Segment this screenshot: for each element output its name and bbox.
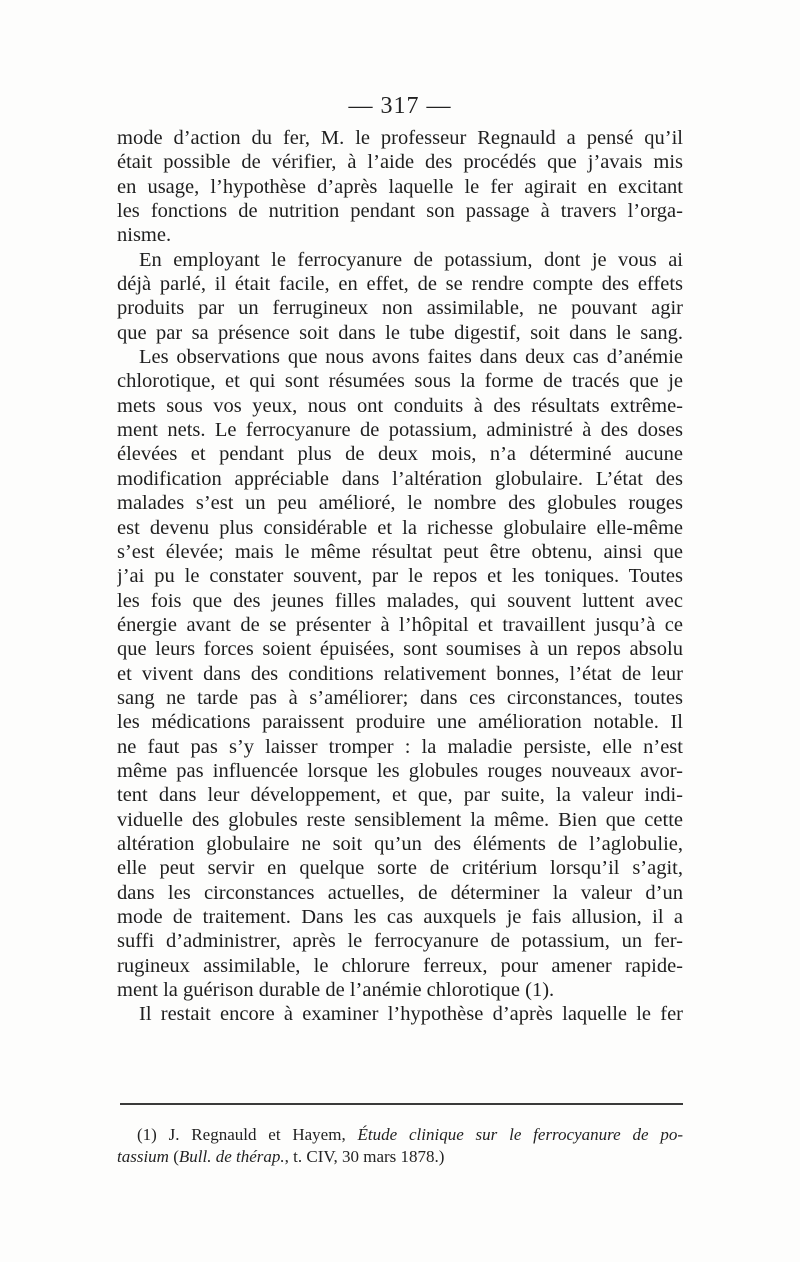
text-line: ne faut pas s’y laisser tromper : la maladie persiste, elle n’est [117,735,683,758]
text-line: Les observations que nous avons faites dans deux cas d’anémie [139,346,683,369]
page-number: — 317 — [348,93,452,119]
text-line: produits par un ferrugineux non assimilable, ne pouvant agir [117,297,683,320]
text-line: tent dans leur développement, et que, par suite, la valeur indi- [117,784,683,807]
text-line: les fois que des jeunes filles malades, qui souvent luttent avec [117,589,683,612]
footnote-title-end: tassium [117,1147,169,1166]
footnote-title: Étude clinique sur le ferrocyanure de po- [357,1125,683,1144]
text-line: les médications paraissent produire une amélioration notable. Il [117,711,683,734]
footnote-paren: ( [173,1147,179,1166]
text-line: en usage, l’hypothèse d’après laquelle le fer agirait en excitant [117,175,683,198]
text-line: était possible de vérifier, à l’aide des procédés que j’avais mis [117,151,683,174]
text-line: élevées et pendant plus de deux mois, n’a déterminé aucune [117,443,683,466]
text-line: dans les circonstances actuelles, de déterminer la valeur d’un [117,881,683,904]
text-line: ment nets. Le ferrocyanure de potassium, administré à des doses [117,419,683,442]
footnote-volume: , t. CIV, 30 mars 1878.) [284,1147,445,1166]
text-line: nisme. [117,224,172,247]
text-line: énergie avant de se présenter à l’hôpital et travaillent jusqu’à ce [117,613,683,636]
footnote-journal: Bull. de thérap. [178,1147,285,1166]
text-line: sang ne tarde pas à s’améliorer; dans ces circonstances, toutes [117,686,683,709]
text-line: que par sa présence soit dans le tube digestif, soit dans le sang. [117,321,683,344]
text-line: j’ai pu le constater souvent, par le repos et les toniques. Toutes [117,565,683,588]
text-line: que leurs forces soient épuisées, sont soumises à un repos absolu [117,638,683,661]
footnote-citation: (1) J. Regnauld et Hayem, [137,1125,346,1144]
text-line: malades s’est un peu amélioré, le nombre des globules rouges [117,492,683,515]
footnote [117,1124,683,1168]
footnote-line [117,1146,683,1168]
text-line: ment la guérison durable de l’anémie chlorotique (1). [117,979,555,1002]
body-text [117,126,683,1027]
text-line: En employant le ferrocyanure de potassium, dont je vous ai [139,248,683,271]
text-line: elle peut servir en quelque sorte de critérium lorsqu’il s’agit, [117,857,683,880]
text-line: modification appréciable dans l’altération globulaire. L’état des [117,467,683,490]
text-line: chlorotique, et qui sont résumées sous la forme de tracés que je [117,370,683,393]
text-line: altération globulaire ne soit qu’un des éléments de l’aglobulie, [117,832,683,855]
text-line: mode de traitement. Dans les cas auxquels je fais allusion, il a [117,906,683,928]
text-line: est devenu plus considérable et la richesse globulaire elle-même [117,516,683,539]
text-line: même pas influencée lorsque les globules rouges nouveaux avor- [117,759,683,782]
text-line: mets sous vos yeux, nous ont conduits à des résultats extrême- [117,394,683,417]
text-line: Il restait encore à examiner l’hypothèse d’après laquelle le fer [139,1003,683,1026]
footnote-line [117,1124,683,1146]
text-line: s’est élevée; mais le même résultat peut être obtenu, ainsi que [117,540,683,563]
text-line: rugineux assimilable, le chlorure ferreux, pour amener rapide- [117,954,683,977]
text-line: les fonctions de nutrition pendant son passage à travers l’orga- [117,200,683,223]
text-line: et vivent dans des conditions relativement bonnes, l’état de leur [117,662,683,685]
text-line: suffi d’administrer, après le ferrocyanure de potassium, un fer- [117,930,683,953]
footnote-rule [120,1103,683,1105]
text-line: mode d’action du fer, M. le professeur Regnauld a pensé qu’il [117,127,683,149]
text-line: viduelle des globules reste sensiblement la même. Bien que cette [117,808,683,831]
text-line: déjà parlé, il était facile, en effet, de se rendre compte des effets [117,273,683,296]
